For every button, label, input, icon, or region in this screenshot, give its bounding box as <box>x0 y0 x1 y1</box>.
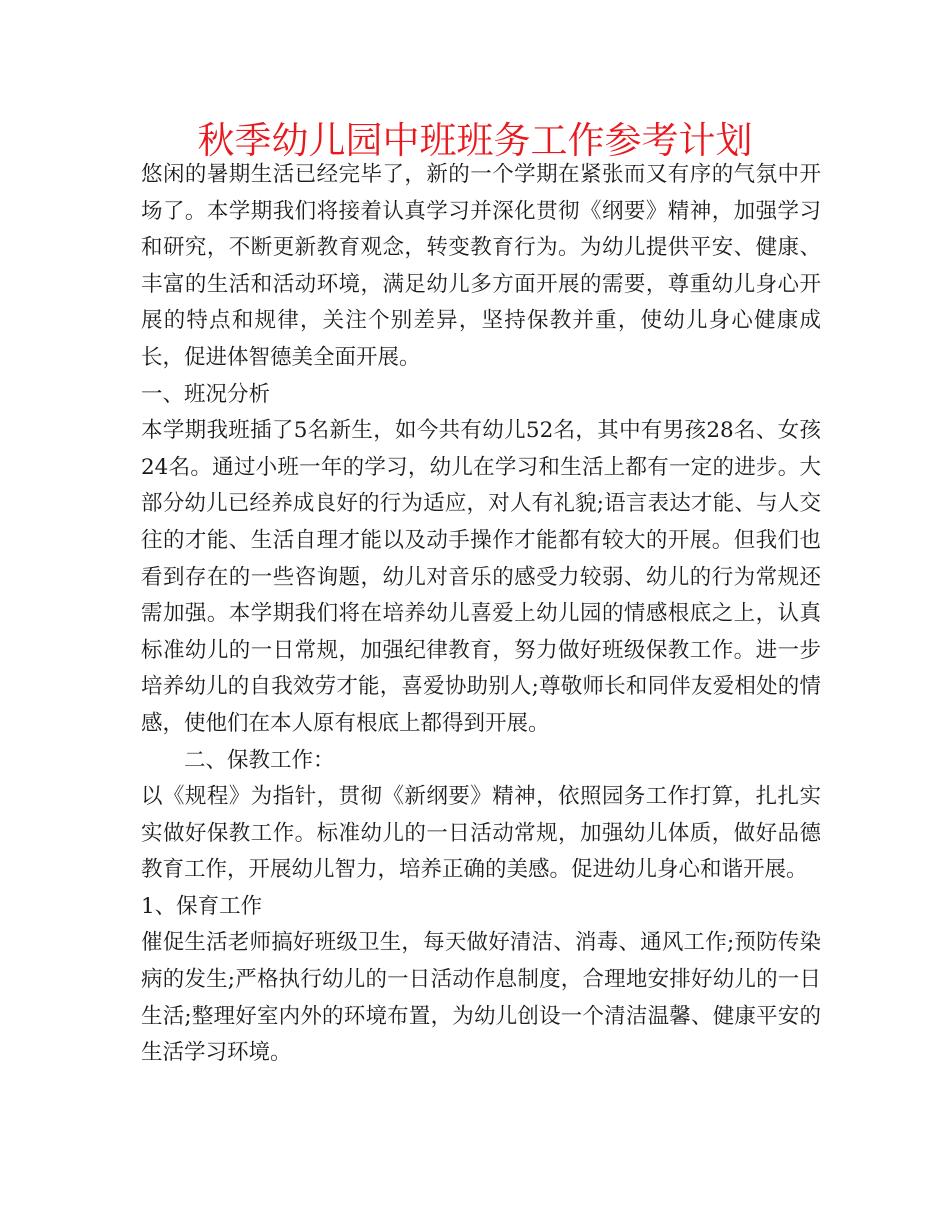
section-heading-care-education: 二、保教工作： <box>184 747 335 773</box>
childcare-paragraph: 催促生活老师搞好班级卫生，每天做好清洁、消毒、通风工作;预防传染病的发生;严格执行幼儿的一日活动作息制度，合理地安排好幼儿的一日生活;整理好室内外的环境布置，为幼儿创设一个清洁温馨、健康平安的生活学习环境。 <box>141 930 821 1066</box>
intro-paragraph: 悠闲的暑期生活已经完毕了，新的一个学期在紧张而又有序的气氛中开场了。本学期我们将接着认真学习并深化贯彻《纲要》精神，加强学习和研究，不断更新教育观念，转变教育行为。为幼儿提供平安、健康、丰富的生活和活动环境，满足幼儿多方面开展的需要，尊重幼儿身心开展的特点和规律，关注个别差异，坚持保教并重，使幼儿身心健康成长，促进体智德美全面开展。 <box>141 162 821 370</box>
document-body <box>141 157 821 1072</box>
care-education-paragraph: 以《规程》为指针，贯彻《新纲要》精神，依照园务工作打算，扎扎实实做好保教工作。标准幼儿的一日活动常规，加强幼儿体质，做好品德教育工作，开展幼儿智力，培养正确的美感。促进幼儿身心和谐开展。 <box>141 784 821 883</box>
section-heading-class-analysis: 一、班况分析 <box>141 381 271 407</box>
subsection-heading-childcare: 1、保育工作 <box>141 893 263 919</box>
document-title: 秋季幼儿园中班班务工作参考计划 <box>197 119 753 162</box>
class-analysis-paragraph: 本学期我班插了5名新生，如今共有幼儿52名，其中有男孩28名、女孩24名。通过小班一年的学习，幼儿在学习和生活上都有一定的进步。大部分幼儿已经养成良好的行为适应，对人有礼貌;语言表达才能、与人交往的才能、生活自理才能以及动手操作才能都有较大的开展。但我们也看到存在的一些咨询题，幼儿对音乐的感受力较弱、幼儿的行为常规还需加强。本学期我们将在培养幼儿喜爱上幼儿园的情感根底之上，认真标准幼儿的一日常规，加强纪律教育，努力做好班级保教工作。进一步培养幼儿的自我效劳才能，喜爱协助别人;尊敬师长和同伴友爱相处的情感，使他们在本人原有根底上都得到开展。 <box>141 418 821 736</box>
